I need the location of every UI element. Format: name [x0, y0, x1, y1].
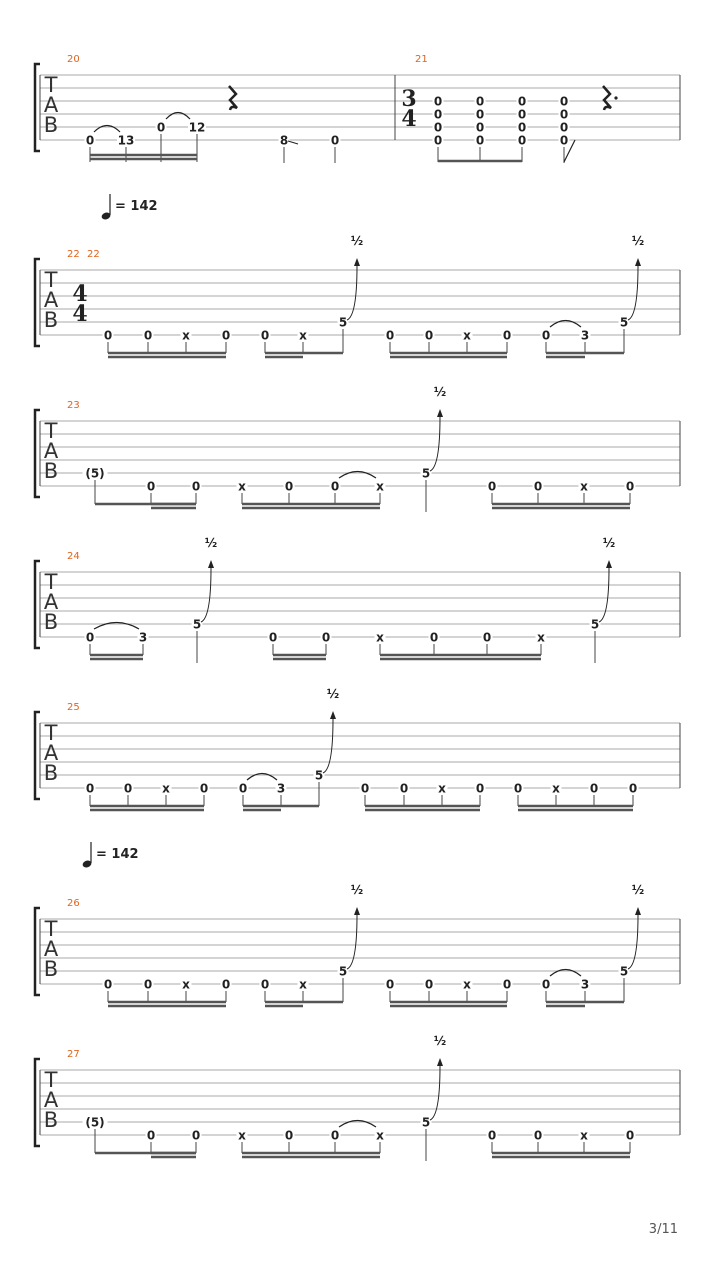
fret-number: 0	[221, 328, 231, 343]
fret-number: 0	[502, 328, 512, 343]
dead-note: x	[238, 1128, 246, 1143]
fret-number: 0	[385, 977, 395, 992]
tempo-bpm: = 142	[96, 847, 139, 862]
tab-clef-letter: B	[43, 957, 59, 981]
fret-number: 0	[330, 479, 340, 494]
fret-number: 0	[475, 781, 485, 796]
bend-arrow	[354, 258, 360, 266]
fret-number: 0	[589, 781, 599, 796]
fret-number: 0	[475, 133, 485, 148]
bend-arrow	[208, 560, 214, 568]
fret-number: 5	[314, 768, 324, 783]
measure-number: 21	[415, 54, 428, 65]
dead-note: x	[182, 328, 190, 343]
fret-number: 0	[433, 94, 443, 109]
fret-number: 0	[284, 1128, 294, 1143]
bend-arrow	[635, 258, 641, 266]
bend-arrow	[635, 907, 641, 915]
fret-number: 0	[628, 781, 638, 796]
dot	[614, 96, 617, 99]
fret-number: 0	[475, 120, 485, 135]
dead-note: x	[580, 479, 588, 494]
fret-number: 0	[541, 328, 551, 343]
tab-clef-letter: A	[43, 288, 59, 312]
fret-number: 0	[85, 781, 95, 796]
system-bracket	[35, 410, 40, 497]
fret-number: 3	[276, 781, 286, 796]
fret-number: 13	[117, 133, 135, 148]
fret-number: 0	[541, 977, 551, 992]
measure-number: 25	[67, 702, 80, 713]
bend-curve	[599, 568, 609, 622]
bend-amount: ½	[631, 234, 645, 248]
tab-system-4	[35, 536, 680, 663]
tempo-marking	[82, 842, 139, 869]
fret-number: 0	[260, 328, 270, 343]
measure-number: 20	[67, 54, 80, 65]
fret-number: 0	[559, 107, 569, 122]
fret-number: 0	[385, 328, 395, 343]
tab-clef-letter: B	[43, 308, 59, 332]
fret-number: 0	[85, 630, 95, 645]
tab-clef-letter: T	[44, 721, 58, 745]
fret-number: 0	[517, 133, 527, 148]
fret-number: 5	[619, 315, 629, 330]
fret-number: 0	[559, 120, 569, 135]
tie-arc	[339, 472, 376, 479]
fret-number: 0	[221, 977, 231, 992]
fret-number: 0	[399, 781, 409, 796]
time-signature-bottom: 4	[401, 106, 417, 132]
fret-number: 0	[502, 977, 512, 992]
fret-number: (5)	[85, 466, 105, 481]
dead-note: x	[552, 781, 560, 796]
dead-note: x	[463, 977, 471, 992]
bend-arrow	[437, 409, 443, 417]
bend-curve	[628, 266, 638, 320]
fret-number: 0	[103, 328, 113, 343]
fret-number: 0	[321, 630, 331, 645]
dead-note: x	[463, 328, 471, 343]
page-number: 3/11	[648, 1222, 678, 1237]
system-bracket	[35, 64, 40, 151]
quarter-rest-icon	[229, 86, 237, 110]
tab-system-3	[35, 385, 680, 512]
tab-clef-letter: B	[43, 1108, 59, 1132]
fret-number: 0	[487, 479, 497, 494]
fret-number: 0	[424, 977, 434, 992]
system-bracket	[35, 1059, 40, 1146]
dead-note: x	[182, 977, 190, 992]
dead-note: x	[299, 977, 307, 992]
dead-note: x	[238, 479, 246, 494]
dead-note: x	[376, 630, 384, 645]
fret-number: (5)	[85, 1115, 105, 1130]
fret-number: 0	[238, 781, 248, 796]
fret-number: 0	[85, 133, 95, 148]
fret-number: 0	[284, 479, 294, 494]
fret-number: 0	[191, 479, 201, 494]
fret-number: 3	[138, 630, 148, 645]
fret-number: 0	[268, 630, 278, 645]
time-signature-top: 4	[72, 281, 88, 307]
tie-arc	[247, 774, 277, 781]
system-bracket	[35, 561, 40, 648]
tab-clef-letter: B	[43, 761, 59, 785]
bend-arrow	[606, 560, 612, 568]
time-signature-top: 3	[401, 86, 417, 112]
measure-number: 24	[67, 551, 80, 562]
dead-note: x	[376, 1128, 384, 1143]
fret-number: 5	[590, 617, 600, 632]
bend-amount: ½	[326, 687, 340, 701]
bend-curve	[323, 719, 333, 773]
measure-number: 22	[67, 249, 80, 260]
bend-curve	[628, 915, 638, 969]
fret-number: 3	[580, 328, 590, 343]
tab-system-2	[35, 234, 680, 357]
fret-number: 8	[279, 133, 289, 148]
fret-number: 0	[475, 94, 485, 109]
fret-number: 5	[619, 964, 629, 979]
measure-number: 23	[67, 400, 80, 411]
tab-clef-letter: T	[44, 268, 58, 292]
bend-arrow	[354, 907, 360, 915]
fret-number: 0	[146, 479, 156, 494]
tab-system-5	[35, 687, 680, 810]
tab-clef-letter: B	[43, 459, 59, 483]
fret-number: 0	[360, 781, 370, 796]
tab-clef-letter: T	[44, 73, 58, 97]
fret-number: 0	[429, 630, 439, 645]
fret-number: 0	[517, 120, 527, 135]
tab-clef-letter: A	[43, 590, 59, 614]
dead-note: x	[438, 781, 446, 796]
fret-number: 0	[199, 781, 209, 796]
measure-number: 27	[67, 1049, 80, 1060]
bend-curve	[430, 1066, 440, 1120]
tab-clef-letter: B	[43, 610, 59, 634]
tab-clef-letter: A	[43, 937, 59, 961]
tie-arc	[94, 126, 120, 133]
tie-arc	[339, 1121, 376, 1128]
tab-clef-letter: A	[43, 741, 59, 765]
fret-number: 0	[146, 1128, 156, 1143]
dead-note: x	[162, 781, 170, 796]
tab-clef-letter: B	[43, 113, 59, 137]
fret-number: 0	[475, 107, 485, 122]
tab-clef-letter: T	[44, 570, 58, 594]
bend-curve	[201, 568, 211, 622]
dead-note: x	[299, 328, 307, 343]
system-bracket	[35, 259, 40, 346]
bend-arrow	[437, 1058, 443, 1066]
bend-curve	[347, 266, 357, 320]
tab-clef-letter: A	[43, 93, 59, 117]
tempo-marking	[101, 194, 158, 221]
dead-note: x	[580, 1128, 588, 1143]
measure-number: 26	[67, 898, 80, 909]
bend-amount: ½	[631, 883, 645, 897]
tab-clef-letter: T	[44, 419, 58, 443]
fret-number: 0	[330, 133, 340, 148]
fret-number: 0	[625, 479, 635, 494]
tab-clef-letter: T	[44, 1068, 58, 1092]
dead-note: x	[376, 479, 384, 494]
fret-number: 0	[191, 1128, 201, 1143]
tab-system-7	[35, 1034, 680, 1161]
fret-number: 0	[517, 94, 527, 109]
fret-number: 5	[192, 617, 202, 632]
bend-curve	[347, 915, 357, 969]
fret-number: 5	[421, 1115, 431, 1130]
fret-number: 0	[143, 977, 153, 992]
system-bracket	[35, 908, 40, 995]
tab-clef-letter: T	[44, 917, 58, 941]
fret-number: 0	[330, 1128, 340, 1143]
fret-number: 5	[338, 315, 348, 330]
fret-number: 0	[625, 1128, 635, 1143]
system-bracket	[35, 712, 40, 799]
fret-number: 0	[533, 1128, 543, 1143]
bend-amount: ½	[350, 234, 364, 248]
bend-amount: ½	[350, 883, 364, 897]
fret-number: 0	[424, 328, 434, 343]
fret-number: 5	[421, 466, 431, 481]
tab-system-6	[35, 883, 680, 1006]
fret-number: 0	[433, 133, 443, 148]
fret-number: 0	[487, 1128, 497, 1143]
fret-number: 0	[260, 977, 270, 992]
fret-number: 0	[143, 328, 153, 343]
fret-number: 0	[433, 120, 443, 135]
tab-clef-letter: A	[43, 439, 59, 463]
fret-number: 0	[517, 107, 527, 122]
measure-number: 22	[87, 249, 100, 260]
dead-note: x	[537, 630, 545, 645]
tie-arc	[166, 113, 190, 120]
bend-amount: ½	[433, 1034, 447, 1048]
fret-number: 0	[123, 781, 133, 796]
fret-number: 0	[433, 107, 443, 122]
fret-number: 0	[559, 94, 569, 109]
tie-arc	[94, 623, 139, 630]
time-signature-bottom: 4	[72, 301, 88, 327]
fret-number: 0	[482, 630, 492, 645]
tab-system-1	[35, 54, 680, 163]
fret-number: 0	[559, 133, 569, 148]
fret-number: 3	[580, 977, 590, 992]
fret-number: 0	[156, 120, 166, 135]
fret-number: 0	[103, 977, 113, 992]
bend-amount: ½	[204, 536, 218, 550]
bend-amount: ½	[433, 385, 447, 399]
tie-arc	[550, 970, 581, 977]
tempo-bpm: = 142	[115, 199, 158, 214]
tie-arc	[550, 321, 581, 328]
bend-curve	[430, 417, 440, 471]
quarter-rest-icon	[603, 86, 611, 110]
fret-number: 0	[533, 479, 543, 494]
bend-arrow	[330, 711, 336, 719]
fret-number: 12	[188, 120, 206, 135]
fret-number: 5	[338, 964, 348, 979]
tab-clef-letter: A	[43, 1088, 59, 1112]
fret-number: 0	[513, 781, 523, 796]
bend-amount: ½	[602, 536, 616, 550]
